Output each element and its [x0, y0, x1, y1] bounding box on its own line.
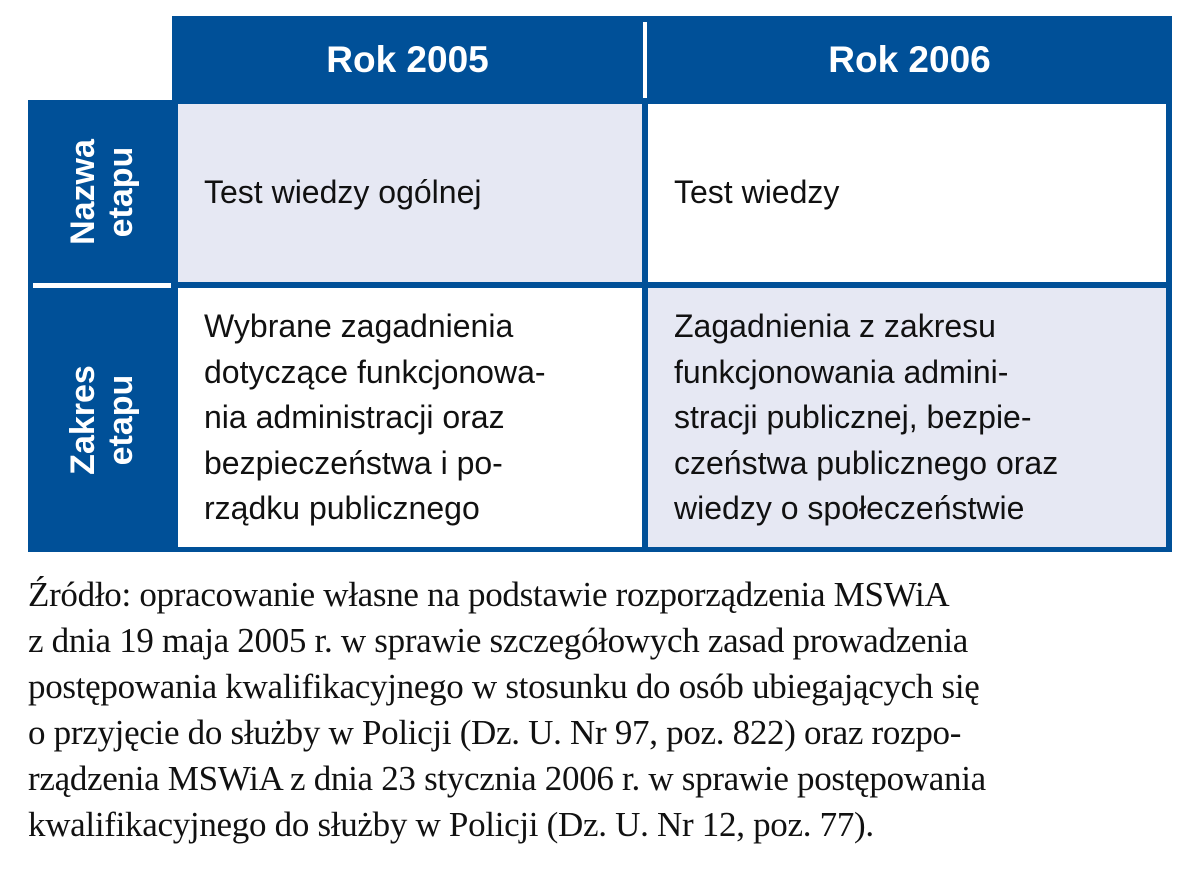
table-cell-zakres-2006	[648, 288, 1166, 547]
table-cell-nazwa-2005	[178, 104, 642, 282]
table-cell-zakres-2005	[178, 288, 642, 547]
source-note-line: postępowania kwalifikacyjnego w stosunku do osób ubiegających się	[28, 667, 980, 706]
cell-text: wiedzy o społeczeństwie	[674, 490, 1025, 526]
row-header-line: Zakres	[63, 365, 102, 475]
row-header-line: Nazwa	[63, 138, 102, 245]
cell-text: Zagadnienia z zakresu	[674, 308, 996, 344]
cell-text: Test wiedzy ogólnej	[204, 174, 482, 211]
row-header-zakres-etapu	[28, 288, 176, 552]
cell-text: czeństwa publicznego oraz	[674, 444, 1059, 481]
column-header-2005: Rok 2005	[326, 39, 489, 80]
cell-text: stracji publicznej, bezpie-	[674, 399, 1032, 435]
row-header-line: etapu	[101, 146, 140, 237]
cell-text: bezpieczeństwa i po-	[204, 444, 503, 481]
source-note-line: o przyjęcie do służby w Policji (Dz. U. Nr 97, poz. 822) oraz rozpo-	[28, 713, 962, 752]
cell-text: rządku publicznego	[204, 490, 480, 526]
table-cell-nazwa-2006	[648, 104, 1166, 282]
source-note-line: kwalifikacyjnego do służby w Policji (Dz. U. Nr 12, poz. 77).	[28, 805, 874, 844]
row-header-line: etapu	[101, 374, 140, 466]
column-header-2006: Rok 2006	[828, 39, 991, 80]
source-note-line: z dnia 19 maja 2005 r. w sprawie szczegółowych zasad prowadzenia	[28, 621, 969, 660]
source-note	[28, 572, 1178, 848]
row-header-nazwa-etapu	[28, 100, 176, 283]
source-note-line: rządzenia MSWiA z dnia 23 stycznia 2006 r. w sprawie postępowania	[28, 759, 986, 798]
cell-text: Test wiedzy	[674, 174, 840, 211]
source-note-line: Źródło: opracowanie własne na podstawie rozporządzenia MSWiA	[28, 575, 950, 614]
cell-text: funkcjonowania admini-	[674, 353, 1009, 390]
cell-text: dotyczące funkcjonowa-	[204, 353, 546, 390]
cell-text: nia administracji oraz	[204, 399, 505, 435]
cell-text: Wybrane zagadnienia	[204, 308, 514, 344]
